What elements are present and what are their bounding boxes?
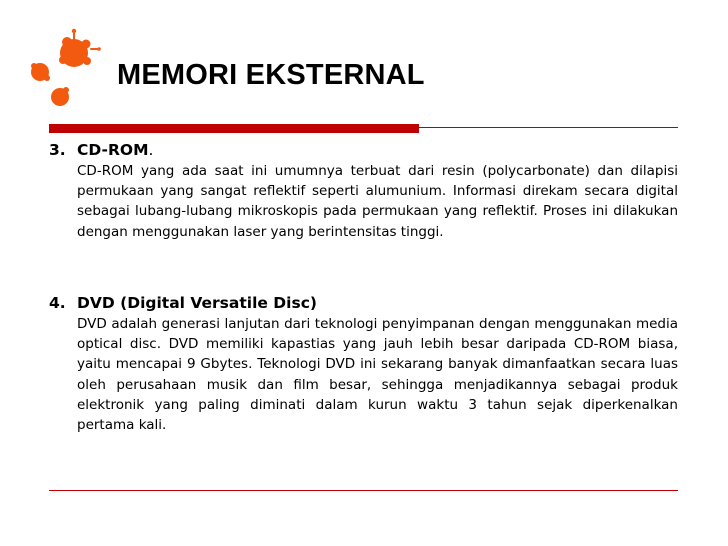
section-heading: [49, 293, 678, 313]
section-body: CD-ROM yang ada saat ini umumnya terbuat dari resin (polycarbonate) dan dilapisi permukaan yang sangat reflektif seperti alumunium. Informasi direkam secara digital sebagai lubang-lubang mikroskopis pada permukaan yang reflektif. Proses ini dilakukan dengan menggunakan laser yang berintensitas tinggi.: [77, 163, 678, 240]
title-underline: [49, 124, 678, 133]
splatter-big-blob: [59, 29, 101, 67]
section-heading-suffix: .: [148, 141, 154, 159]
footer-rule: [49, 490, 678, 491]
paint-splatter-logo: [24, 28, 104, 112]
section-heading-label: DVD (Digital Versatile Disc): [77, 294, 317, 312]
section-body: DVD adalah generasi lanjutan dari teknologi penyimpanan dengan menggunakan media optical disc. DVD memiliki kapastias yang jauh lebih besar daripada CD-ROM biasa, yaitu mencapai 9 Gbytes. Teknologi DVD ini sekarang banyak dimanfaatkan secara luas oleh perusahaan musik dan film besar, sehingga menjadikannya sebagai produk elektronik yang paling diminati dalam kurun waktu 3 tahun sejak diperkenalkan pertama kali.: [77, 316, 678, 434]
section-number: 4.: [49, 294, 66, 312]
title-underline-thick: [49, 124, 419, 133]
section-dvd: [49, 293, 678, 435]
slide-title: MEMORI EKSTERNAL: [117, 59, 425, 91]
section-heading-label: CD-ROM: [77, 141, 149, 159]
title-underline-thin: [419, 127, 678, 128]
splatter-left-blob: [31, 63, 50, 81]
splatter-bottom-blob: [51, 87, 69, 106]
section-number: 3.: [49, 141, 66, 159]
section-heading: [49, 140, 678, 160]
section-cd-rom: [49, 140, 678, 242]
